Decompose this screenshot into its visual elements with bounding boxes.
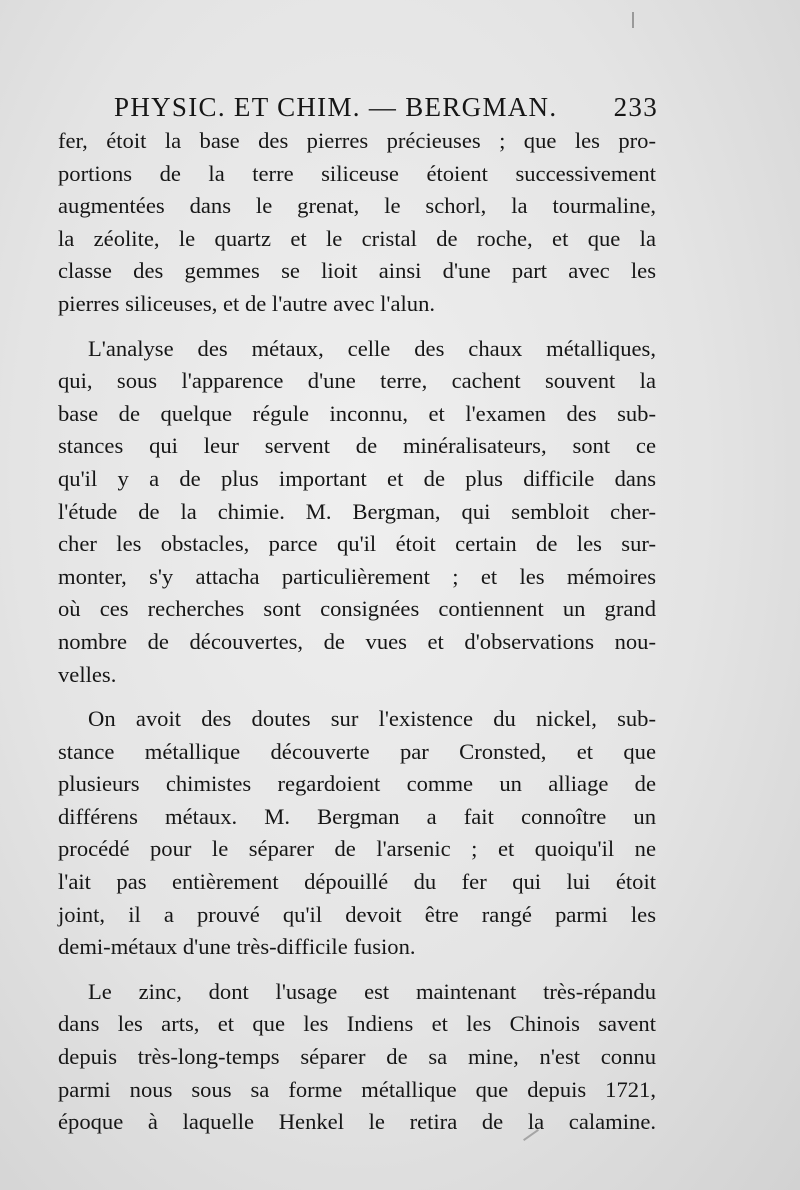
text-line: dans les arts, et que les Indiens et les Chinois savent <box>58 1011 656 1037</box>
text-line: velles. <box>58 661 117 687</box>
text-line: L'analyse des métaux, celle des chaux métalliques, <box>88 335 656 361</box>
text-line: pierres siliceuses, et de l'autre avec l'alun. <box>58 290 436 316</box>
text-line: qu'il y a de plus important et de plus difficile dans <box>58 465 656 491</box>
text-line: demi-métaux d'une très-difficile fusion. <box>58 934 416 960</box>
paragraph-3 <box>58 703 656 964</box>
text-line: la zéolite, le quartz et le cristal de roche, et que la <box>58 225 656 251</box>
text-line: joint, il a prouvé qu'il devoit être rangé parmi les <box>58 901 656 927</box>
text-line: Le zinc, dont l'usage est maintenant très-répandu <box>88 978 656 1004</box>
text-line: On avoit des doutes sur l'existence du nickel, sub- <box>88 706 656 732</box>
text-line: classe des gemmes se lioit ainsi d'une part avec les <box>58 258 656 284</box>
running-head <box>114 92 658 126</box>
text-line: où ces recherches sont consignées contiennent un grand <box>58 596 656 622</box>
text-line: monter, s'y attacha particulièrement ; et les mémoires <box>58 563 656 589</box>
text-line: nombre de découvertes, de vues et d'observations nou- <box>58 628 656 654</box>
paragraph-4 <box>58 976 656 1139</box>
paragraph-2 <box>58 333 656 692</box>
page-number: 233 <box>613 92 658 122</box>
text-line: parmi nous sous sa forme métallique que depuis 1721, <box>58 1076 656 1102</box>
running-title: PHYSIC. ET CHIM. — BERGMAN. <box>114 92 558 122</box>
text-line: depuis très-long-temps séparer de sa mine, n'est connu <box>58 1044 656 1070</box>
text-line: époque à laquelle Henkel le retira de la calamine. <box>58 1109 656 1135</box>
text-line: qui, sous l'apparence d'une terre, cachent souvent la <box>58 368 656 394</box>
text-line: cher les obstacles, parce qu'il étoit certain de les sur- <box>58 531 656 557</box>
text-line: stance métallique découverte par Cronsted, et que <box>58 738 656 764</box>
text-line: l'ait pas entièrement dépouillé du fer qui lui étoit <box>58 869 656 895</box>
page-edge-mark <box>632 12 634 28</box>
text-line: stances qui leur servent de minéralisateurs, sont ce <box>58 433 656 459</box>
text-line: l'étude de la chimie. M. Bergman, qui sembloit cher- <box>58 498 656 524</box>
paragraph-1 <box>58 125 656 321</box>
text-line: augmentées dans le grenat, le schorl, la tourmaline, <box>58 193 656 219</box>
text-line: plusieurs chimistes regardoient comme un alliage de <box>58 771 656 797</box>
text-line: portions de la terre siliceuse étoient successivement <box>58 160 656 186</box>
text-line: différens métaux. M. Bergman a fait connoître un <box>58 803 656 829</box>
text-line: fer, étoit la base des pierres précieuses ; que les pro- <box>58 128 656 153</box>
text-line: procédé pour le séparer de l'arsenic ; et quoiqu'il ne <box>58 836 656 862</box>
body-text <box>58 125 656 1151</box>
text-line: base de quelque régule inconnu, et l'examen des sub- <box>58 400 656 426</box>
